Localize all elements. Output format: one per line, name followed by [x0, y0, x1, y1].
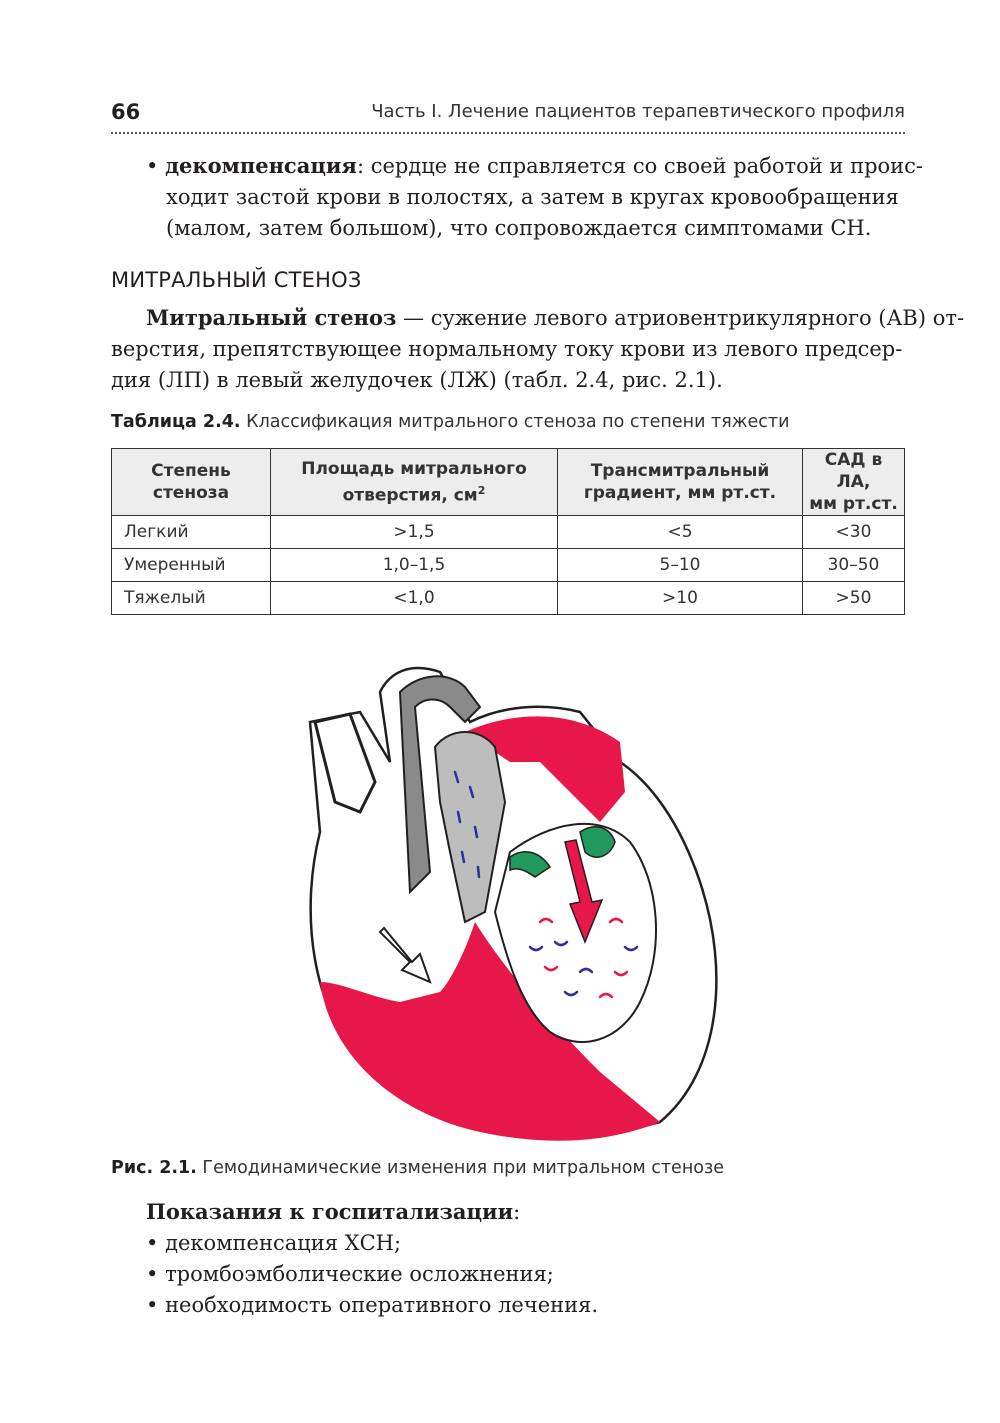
- stenosis-classification-table: [111, 448, 905, 615]
- section-title: МИТРАЛЬНЫЙ СТЕНОЗ: [111, 268, 362, 292]
- table-cell: <1,0: [271, 582, 558, 615]
- bullet-line: ходит застой крови в полостях, а затем в кругах кровообращения: [166, 185, 899, 209]
- table-cell: 30–50: [803, 549, 905, 582]
- definition-paragraph: [111, 302, 965, 396]
- list-item: • необходимость оперативного лечения.: [146, 1293, 599, 1317]
- header-text: стеноза: [152, 483, 230, 503]
- column-header: [271, 449, 558, 516]
- table-cell: Умеренный: [112, 549, 271, 582]
- table-caption: [111, 412, 789, 432]
- bullet-line: • декомпенсация: сердце не справляется со своей работой и проис-: [146, 153, 924, 178]
- list-item-text: тромбоэмболические осложнения;: [165, 1262, 554, 1286]
- indications-colon: :: [513, 1200, 521, 1224]
- indications-title: Показания к госпитализации: [146, 1199, 514, 1224]
- table-caption-label: Таблица 2.4.: [111, 412, 241, 432]
- figure-caption-label: Рис. 2.1.: [111, 1158, 197, 1178]
- table-row: [112, 516, 905, 549]
- header-superscript: 2: [477, 483, 486, 497]
- header-text: мм рт.ст.: [809, 494, 898, 514]
- table-row: [112, 582, 905, 615]
- table-cell: <30: [803, 516, 905, 549]
- header-text: САД в ЛА,: [824, 450, 883, 492]
- table-cell: 1,0–1,5: [271, 549, 558, 582]
- table-cell: >50: [803, 582, 905, 615]
- list-item: • декомпенсация ХСН;: [146, 1231, 402, 1255]
- page-header: [111, 98, 905, 134]
- header-text: Трансмитральный: [590, 461, 770, 481]
- column-header: [803, 449, 905, 516]
- figure-caption: [111, 1158, 724, 1178]
- column-header: [558, 449, 803, 516]
- list-item-text: необходимость оперативного лечения.: [165, 1293, 599, 1317]
- table-cell: Легкий: [112, 516, 271, 549]
- table-cell: Тяжелый: [112, 582, 271, 615]
- table-row: [112, 549, 905, 582]
- column-header: [112, 449, 271, 516]
- table-cell: <5: [558, 516, 803, 549]
- running-title: Часть I. Лечение пациентов терапевтического профиля: [371, 101, 905, 122]
- paragraph-line: дия (ЛП) в левый желудочек (ЛЖ) (табл. 2.4, рис. 2.1).: [111, 368, 723, 392]
- table-cell: >1,5: [271, 516, 558, 549]
- definition-text: — сужение левого атриовентрикулярного (АВ) от-: [396, 306, 965, 330]
- hospitalization-indications: [146, 1196, 906, 1321]
- bullet-term: декомпенсация: [165, 153, 357, 178]
- heart-mitral-stenosis-illustration: [280, 652, 730, 1152]
- intro-bullet: [146, 150, 924, 244]
- paragraph-line: [111, 302, 965, 334]
- bullet-text: : сердце не справляется со своей работой и проис-: [356, 154, 924, 178]
- list-item-text: декомпенсация ХСН;: [165, 1231, 402, 1255]
- header-text: отверстия, см: [342, 485, 478, 506]
- table-cell: 5–10: [558, 549, 803, 582]
- header-text: Площадь митрального: [301, 458, 527, 479]
- table-caption-text: Классификация митрального стеноза по степени тяжести: [240, 412, 790, 432]
- figure-caption-text: Гемодинамические изменения при митральном стенозе: [196, 1158, 725, 1178]
- bullet-line: (малом, затем большом), что сопровождается симптомами СН.: [166, 216, 872, 240]
- paragraph-line: верстия, препятствующее нормальному току крови из левого предсер-: [111, 337, 903, 361]
- header-text: градиент, мм рт.ст.: [583, 483, 777, 503]
- indications-title-line: [146, 1196, 906, 1228]
- definition-term: Митральный стеноз: [146, 305, 397, 330]
- table-header-row: [112, 449, 905, 516]
- page-number: 66: [111, 100, 141, 124]
- header-text: Степень: [151, 461, 231, 481]
- table-cell: >10: [558, 582, 803, 615]
- list-item: • тромбоэмболические осложнения;: [146, 1262, 554, 1286]
